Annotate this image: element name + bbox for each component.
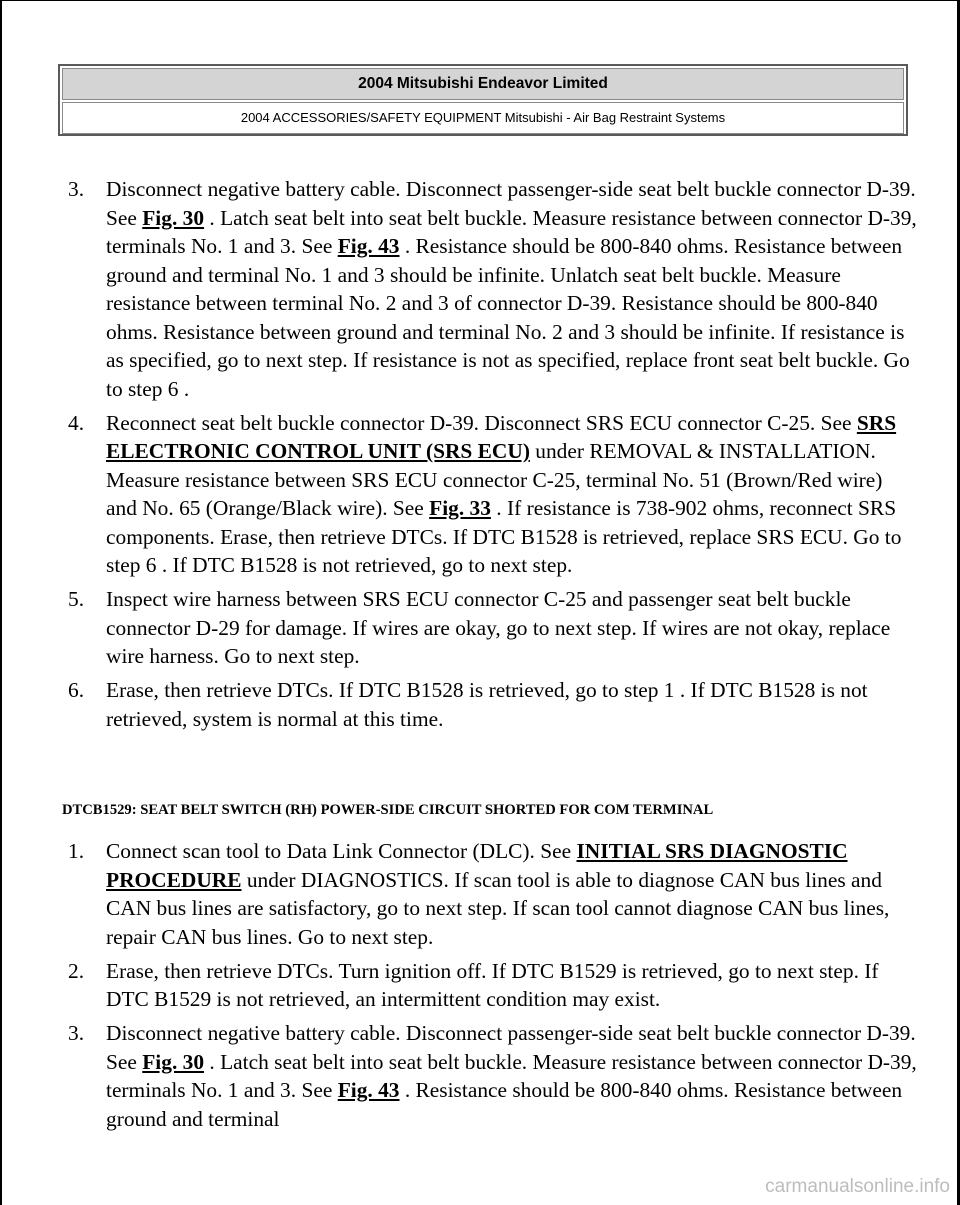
step-number: 5. xyxy=(68,587,85,611)
step-text: Inspect wire harness between SRS ECU connector C-25 and passenger seat belt buckle connector D-29 for damage. If wires are okay, go to next step. If wires are not okay, replace wire harness. Go to next step. xyxy=(106,587,891,668)
step-item xyxy=(68,676,918,733)
section-heading: DTCB1529: SEAT BELT SWITCH (RH) POWER-SIDE CIRCUIT SHORTED FOR COM TERMINAL xyxy=(62,802,714,818)
header-subtitle: 2004 ACCESSORIES/SAFETY EQUIPMENT Mitsubishi - Air Bag Restraint Systems xyxy=(62,102,904,134)
step-text: . Resistance should be 800-840 ohms. Resistance between ground and terminal xyxy=(106,1078,903,1131)
step-text: under REMOVAL & INSTALLATION. Measure resistance between SRS ECU connector C-25, terminal No. 51 (Brown/Red wire) and No. 65 (Orange/Black wire). See xyxy=(106,439,883,520)
step-item xyxy=(68,837,918,951)
step-item xyxy=(68,1019,918,1133)
step-number: 6. xyxy=(68,678,85,702)
step-text: . Latch seat belt into seat belt buckle. Measure resistance between connector D-39, terminals No. 1 and 3. See xyxy=(106,1049,917,1102)
step-number: 1. xyxy=(68,839,85,863)
step-number: 4. xyxy=(68,410,85,435)
page-border-top xyxy=(0,0,960,1)
step-text: under DIAGNOSTICS. If scan tool is able to diagnose CAN bus lines and CAN bus lines are satisfactory, go to next step. If scan tool cannot diagnose CAN bus lines, repair CAN bus lines. Go to next step. xyxy=(106,867,890,949)
step-text: Erase, then retrieve DTCs. If DTC B1528 is retrieved, go to step 1 . If DTC B1528 is not retrieved, system is normal at this time. xyxy=(106,678,868,731)
watermark-text: carmanualsonline.info xyxy=(765,1176,950,1197)
fig-43-link[interactable]: Fig. 43 xyxy=(337,1078,400,1102)
step-number: 3. xyxy=(68,177,85,201)
header-title: 2004 Mitsubishi Endeavor Limited xyxy=(62,68,904,100)
fig-43-link[interactable]: Fig. 43 xyxy=(337,234,400,258)
step-text: . If resistance is 738-902 ohms, reconnect SRS components. Erase, then retrieve DTCs. If DTC B1528 is retrieved, replace SRS ECU. Go to step 6 . If DTC B1528 is not retrieved, go to next step. xyxy=(106,496,902,577)
step-text: Connect scan tool to Data Link Connector (DLC). See xyxy=(106,839,577,863)
document-header xyxy=(58,64,908,136)
step-number: 3. xyxy=(68,1021,85,1045)
fig-30-link[interactable]: Fig. 30 xyxy=(142,205,205,230)
step-text: Erase, then retrieve DTCs. Turn ignition off. If DTC B1529 is retrieved, go to next step. If DTC B1529 is not retrieved, an intermittent condition may exist. xyxy=(106,958,879,1011)
procedure-steps-b1529 xyxy=(68,837,918,1139)
procedure-steps-continued xyxy=(68,175,918,739)
step-text: . Latch seat belt into seat belt buckle. Measure resistance between connector D-39, terminals No. 1 and 3. See xyxy=(106,205,917,258)
step-text: Disconnect negative battery cable. Disconnect passenger-side seat belt buckle connector D-39. See xyxy=(106,177,916,230)
step-number: 2. xyxy=(68,958,85,983)
step-item xyxy=(68,175,918,403)
initial-srs-diagnostic-link[interactable]: INITIAL SRS DIAGNOSTIC PROCEDURE xyxy=(106,839,848,892)
page-border-left xyxy=(0,0,2,1205)
step-item xyxy=(68,585,918,671)
step-text: . Resistance should be 800-840 ohms. Resistance between ground and terminal No. 1 and 3 should be infinite. Unlatch seat belt buckle. Measure resistance between terminal No. 2 and 3 of connector D-39. Resistance should be 800-840 ohms. Resistance between ground and terminal No. 2 and 3 should be infinite. If resistance is as specified, go to next step. If resistance is not as specified, replace front seat belt buckle. Go to step 6 . xyxy=(106,234,910,401)
step-text: Reconnect seat belt buckle connector D-39. Disconnect SRS ECU connector C-25. See xyxy=(106,410,857,435)
fig-33-link[interactable]: Fig. 33 xyxy=(429,496,491,520)
srs-ecu-link[interactable]: SRS ELECTRONIC CONTROL UNIT (SRS ECU) xyxy=(106,410,897,463)
step-item xyxy=(68,957,918,1014)
step-item xyxy=(68,409,918,580)
fig-30-link[interactable]: Fig. 30 xyxy=(142,1049,205,1074)
step-text: Disconnect negative battery cable. Disconnect passenger-side seat belt buckle connector D-39. See xyxy=(106,1021,916,1074)
